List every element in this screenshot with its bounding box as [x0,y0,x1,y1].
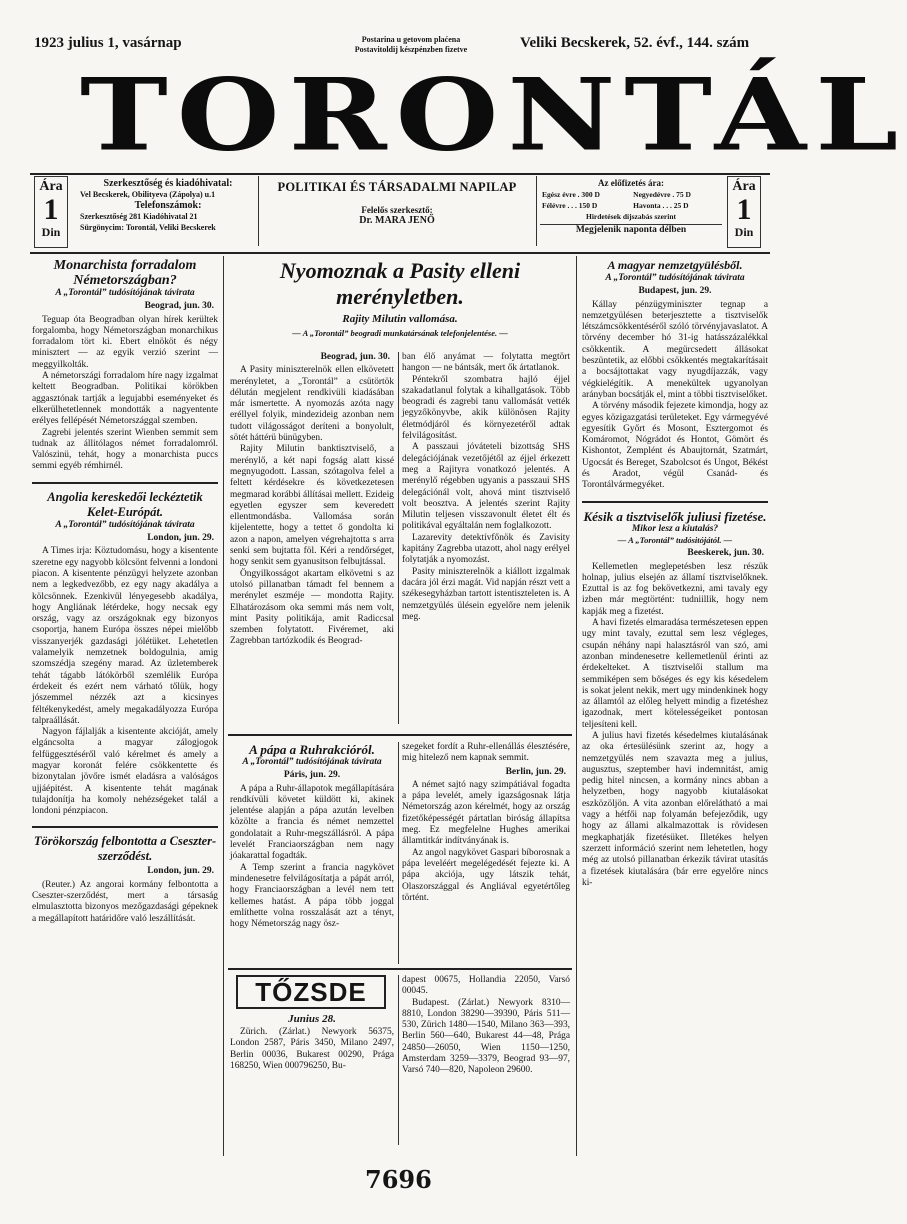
section-rule [32,826,218,828]
section-rule [228,734,572,736]
column-divider [223,256,224,1156]
dateline: Beeskerek, jun. 30. [687,548,764,559]
masthead-title: TORONTÁL [80,56,907,173]
article-subtitle: A „Torontál” tudósítójának távirata [55,519,195,530]
article-title: Késik a tisztviselők juliusi fizetése. [583,508,767,524]
main-credit: — A „Torontál” beogradi munkatársának telefonjelentése. — [292,328,508,338]
divider [258,176,259,246]
price-box-right: Ára 1 Din [727,176,761,248]
price-box-left: Ára 1 Din [34,176,68,248]
article-title: Angolia kereskedői leckéztetik Kelet-Európát. [47,489,203,519]
stock-exchange-logo: TŐZSDE [236,975,386,1009]
section-rule [582,501,768,503]
main-subtitle: Rajity Milutin vallomása. [342,313,458,325]
stock-date: Junius 28. [288,1013,336,1025]
main-article-header [230,258,570,338]
main-column-right: ban élő anyámat — folytatta megtört hangon — ne bántsák, mert ők ártatlanok. Péntekről szombatra hajló éjjel szakadatlanul folytak a kihallgatások. Több beogradi és zagrebi tanu vallomását vették jegyzőkönyvbe, akik különösen Rajity életmódjáról és környezetéről adtak felvilágosítást. A passzaui jóváteteli bizottság SHS delegációjának vezetőjétől az éjjel érkezett meg a Rajityra vonatkozó jelentés. A merénylő régebben ugyanis a passzaui SHS delegációnál volt, ahová mint tisztviselő volt beosztva. A jelentés szerint Rajity Milutin teljesen visszavonult életet élt és politikával egyáltalán nem foglalkozott. Lazarevity detektívfőnök és Zavisity kapitány Zagrebba utazott, ahol nagy erélyel folytatják a nyomozást. Pasity miniszterelnök a kiállott izgalmak dacára jól érzi magát. Vid napján részt vett a székesegyházban tartott istentiszteleten is. A nemzetgyülés ülésein egyelőre nem jelenik meg. [402,352,570,622]
article-question: Mikor lesz a kiutalás? [631,523,719,534]
pope-column-right: szegeket fordít a Ruhr-ellenállás élesztésére, mig hitelező nem kapnak semmit. Berlin, jun. 29. A német sajtó nagy szimpátiával fogadta a pápa levelét, amely igazságosnak látja Németország azon kérelmét, hogy az ország fizetőképességét pártatlan biróság állapítsa meg. Ez megfelelne Hughes amerikai államtitkár indítványának is. Az angol nagykövet Gaspari bíborosnak a pápa leveléért megelégedését fejezte ki. A pápa akciója, ugy látszik tehát, Olaszországgal és Angliával egyetértőleg történt. [402,742,570,903]
article-subtitle: A „Torontál” tudósítójának távirata [55,288,195,298]
article-title: Törökország felbontotta a Cseszter-szerződést. [33,834,217,864]
postal-note: Postarina u getovom plaćena Postavitoldij készpénzben fizetve [354,35,468,54]
article-title: Monarchista forradalom Németországban? [53,258,197,288]
dateline: London, jun. 29. [147,533,214,544]
stock-left: Junius 28. Zürich. (Zárlat.) Newyork 56375, London 2587, Páris 3450, Milano 2497, Berlin 00036, Bukarest 00290, Prága 168250, Wien 000796250, Bu- [230,1013,394,1071]
stock-right: dapest 00675, Hollandia 22050, Varsó 00045. Budapest. (Zárlat.) Newyork 8310—8810, London 38290—39390, Páris 511—530, Zürich 1480—1540, Milano 363—393, Berlin 560—640, Bukarest 44—48, Prága 24850—26050, Wien 1150—1250, Amsterdam 3259—3379, Beograd 93—97, Varsó 740—820, Napoleon 29600. [402,975,570,1076]
main-column-left: Beograd, jun. 30. A Pasity miniszterelnök ellen elkövetett merényletet, a „Torontál” a csütörtök délután megjelent rendkivüli kiadásában már ismertette. A nyomozás azóta nagy eréllyel folyik, mindezideig azonban nem tudott világosságot deríteni a bonyolult, sötét háttérü bünügyben. Rajity Milutin banktisztviselő, a merénylő, a két napi fogság alatt kissé megnyugodott. Lassan, szótagolva felel a feltett kérdésekre és következetesen megmarad korábbi állításai mellett. Ezideig egyetlen egyszer sem keveredett ellentmondásba. Vallomása során kijelentette, hogy a tettet ő gondolta ki azon a napon, amelyen végrehajtotta s arra senki sem bujtatta föl. Kéri a rendőrséget, hogy senkit sem gyanusitson felbujtással. Öngyilkosságot akartam elkövetni s az utolsó pillanatban támadt fel bennem a merénylet eszméje — mondotta Rajity. Elhatározásom oka semmi más nem volt, mint Pasity politikája, amit Radiccsal szemben folytatott. Fivéremet, aki Zagrebban tartózkodik és Beograd- [230,352,394,647]
main-title: Nyomoznak a Pasity elleni merényletben. [279,258,521,309]
dateline: Páris, jun. 29. [283,770,341,781]
page-number: 7696 [365,1165,432,1194]
column-right: A magyar nemzetgyülésből. A „Torontál” tudósítójának távirata Budapest, jun. 29. Kállay pénzügyminiszter tegnap a nemzetgyülésen beterjesztette a tisztviselők létszámcsökkentéséről szóló törvényjavaslatot. A törvény december hó 31-ig hatásszázalékkal csökkentik. A megürcsedett állásokat beszüntetik, az előbbi csökkentés megtakarításait a bocsájtottakat vagy nyugdíjazzák, vagy végkielégítik. A menekültek ugyanolyan arányban bocsátják el, mint a többi tisztviselőket. A törvény második fejezete kimondja, hogy az egyes közigazgatási területeket. Egy vármegyévé egyesítik Győrt és Mosont, Esztergomot és Komáromot, Nógrádot és Hontot, Gömört és Kishontot, Zemplént és Abaujtornát, Szatmárt, Ugocsát és Bereget, Szabolcsot és Ungot, Békést és Aradot, végül Csanád- és Torontálvármegyéket. Késik a tisztviselők juliusi fizetése. Mikor lesz a kiutalás? — A „Torontál” tudósitójától. — Beeskerek, jun. 30. Kellemetlen meglepetésben lesz részük holnap, julius elsején az államí tisztviselőknek. Ezuttal is az fog bekövetkezni, ami tavaly egy izben már megtörtént: tudniillik, hogy nem kapják meg a fizetést. A havi fizetés elmaradása természetesen eppen ugy mint tavaly, ezuttal sem lesz végleges, csupán néhány napi halasztásról van szó, ami azonban mindenesetre kellemetlenül érinti az érdekelteket. A tisztviselői stallum ma semmiképen sem bőséges és egy kis késedelem is sokat jelent nekik, mert ugy mindenkinek hogy az államtól az előleg helyett mindig a fizetéshez igazodnak, mert kötelességeiket pontosan teljesíteni kell. A julius havi fizetés késedelmes kiutalásának az oka értesülésünk szerint az, hogy a nemzetgyülés nem szavazta meg a julius, augusztus, szeptember havi indemnitást, amig pedig hitel nincsen, a kormány nincs abban a helyzetben, hogy nagyobb kiutalásokat eszközöljön. A vita azonban előrelátható a mai vagy a hétfői nap folyamán befejeződik, ugy hogy az állami alkalmazottak is rövidesen megkaphatják fizetésüket. Illetékes helyen szerzett információ szerint nem lehetetlen, hogy még az utolsó pillanatban érkezik távirat utasítás a fizetések kiutalására (bár erre egyelőre nincs ki- [582,258,768,888]
article-subtitle: A „Torontál” tudósítójának távirata [605,273,745,283]
section-rule [32,482,218,484]
subtitle-block: POLITIKAI ÉS TÁRSADALMI NAPILAP Felelős szerkesztő: Dr. MARA JENŐ [277,180,517,226]
header-rule [30,252,770,254]
article-subtitle: — A „Torontál” tudósitójától. — [617,534,733,545]
dateline: Beograd, jun. 30. [144,301,214,312]
subscription-table: Egész évre . 300 D Negyedévre . 75 D Félévre . . . 150 D Havonta . . . 25 D [542,190,691,210]
dateline: Berlin, jun. 29. [505,766,566,777]
article-subtitle: A „Torontál” tudósítójának távirata [242,757,382,767]
column-divider [576,256,577,1156]
column-divider [398,352,399,724]
article-title: A pápa a Ruhrakcióról. [249,742,375,757]
column-divider [398,742,399,964]
dateline: London, jun. 29. [147,866,214,877]
subscription-info: Az előfizetés ára: Egész évre . 300 D Negyedévre . 75 D Félévre . . . 150 D Havonta . . . 25 D Hirdetések díjszabás szerint Megjelenik naponta délben [540,178,722,236]
column-left: Monarchista forradalom Németországban? A „Torontál” tudósítójának távirata Beograd, jun. 30. Teguap óta Beogradban olyan hírek kerültek forgalomba, hogy Németországban monarchikus forradalom tört ki. Ebert elnököt és négy minisztert — az egyik verzió szerint — meggyilkolták. A németországi forradalom híre nagy izgalmat keltett Beogradban. Politikai körökben aggasztónak tartják a legujabbi eseményeket és elkerülhetetlennek mondották a nagyentente erélyes fellépését Németországgal szemben. Zagrebi jelentés szerint Wienben semmit sem tudnak az állitólagos német forradalomról. Valószinü, tehát, hogy a monarchista puccs semmi egyéb rémhirnél. Angolia kereskedői leckéztetik Kelet-Európát. A „Torontál” tudósítójának távirata London, jun. 29. A Times irja: Köztudomásu, hogy a kisentente szeretne egy nagyobb kölcsönt felvenni a londoni piacon. A kisentente pénzügyi helyzete azonban nem a legkedvezőbb, ez egy nagy akadálya a kölcsönnek. Ezenkivül lényegesebb akadálya, hogy Angliának létérdeke, hogy necsak egy ország, vagy az országoknak egy bizonyos csoportja, hanem Európa összes népei mielőbb visszanyerjék gazdasági jólétüket. Lehetetlen valamelyik nemzetnek boldogulnia, amig szomszédja szegény marad. Az üzletemberek tehát tágabb látókörből szemlélik Európa érdekeit és ezért nem várható tőlük, hogy jószemmel nézzék azt a kicsinyes féltékenykedést, amely megakadályozza Európa talpraállását. Nagyon fájlalják a kisentente akcióját, amely elgáncsolta a magyar zálogjogok felfüggesztéséről való kérelmet és amely a magyar koronát felére csökkentette és bizonytalan jövőre ismét eladásra a valóságos ujjáépitést. A kisentente tehát magának tulajdonítja ha komoly nehézségeket talál a londoni pénzpiacon. Törökország felbontotta a Cseszter-szerződést. London, jun. 29. (Reuter.) Az angorai kormány felbontotta a Cseszter-szerződést, mert a társaság elmulasztotta bizonyos mezőgazdasági gépeknek a megállapított határidőre való leszállítását. [32,258,218,924]
dateline: Beograd, jun. 30. [320,352,390,362]
editorial-info: Szerkesztőség és kiadóhivatal: Vel Becskerek, Obilityeva (Zápolya) u.1 Telefonszámok: Szerkesztőség 281 Kiadóhivatal 21 Sürgönycim: Torontál, Veliki Becskerek [80,178,233,232]
column-divider [398,975,399,1145]
volume-info: Veliki Becskerek, 52. évf., 144. szám [520,35,750,51]
article-title: A magyar nemzetgyülésből. [607,258,743,272]
section-rule [228,968,572,970]
divider [536,176,537,246]
issue-date: 1923 julius 1, vasárnap [34,35,182,51]
pope-column-left: A pápa a Ruhrakcióról. A „Torontál” tudósítójának távirata Páris, jun. 29. A pápa a Ruhr-állapotok megállapítására rendkívüli követet küldött ki, akinek jelentése alapján a pápa azután levelben közölte a francia és német nemzettel gondolatait a Ruhr-megszállásról. A pápa levelét Franciaországban nem nagy jóakarattal fogadták. A Temp szerint a francia nagykövet mindenesetre felvilágosítatja a pápát arról, hogy Franciaországban a levél nem tett kellemes hatást. A pápa több joggal említhette volna rosszalását azt a tényt, hogy Németország nagy ösz- [230,742,394,930]
masthead-rule [30,173,770,175]
dateline: Budapest, jun. 29. [638,286,712,297]
